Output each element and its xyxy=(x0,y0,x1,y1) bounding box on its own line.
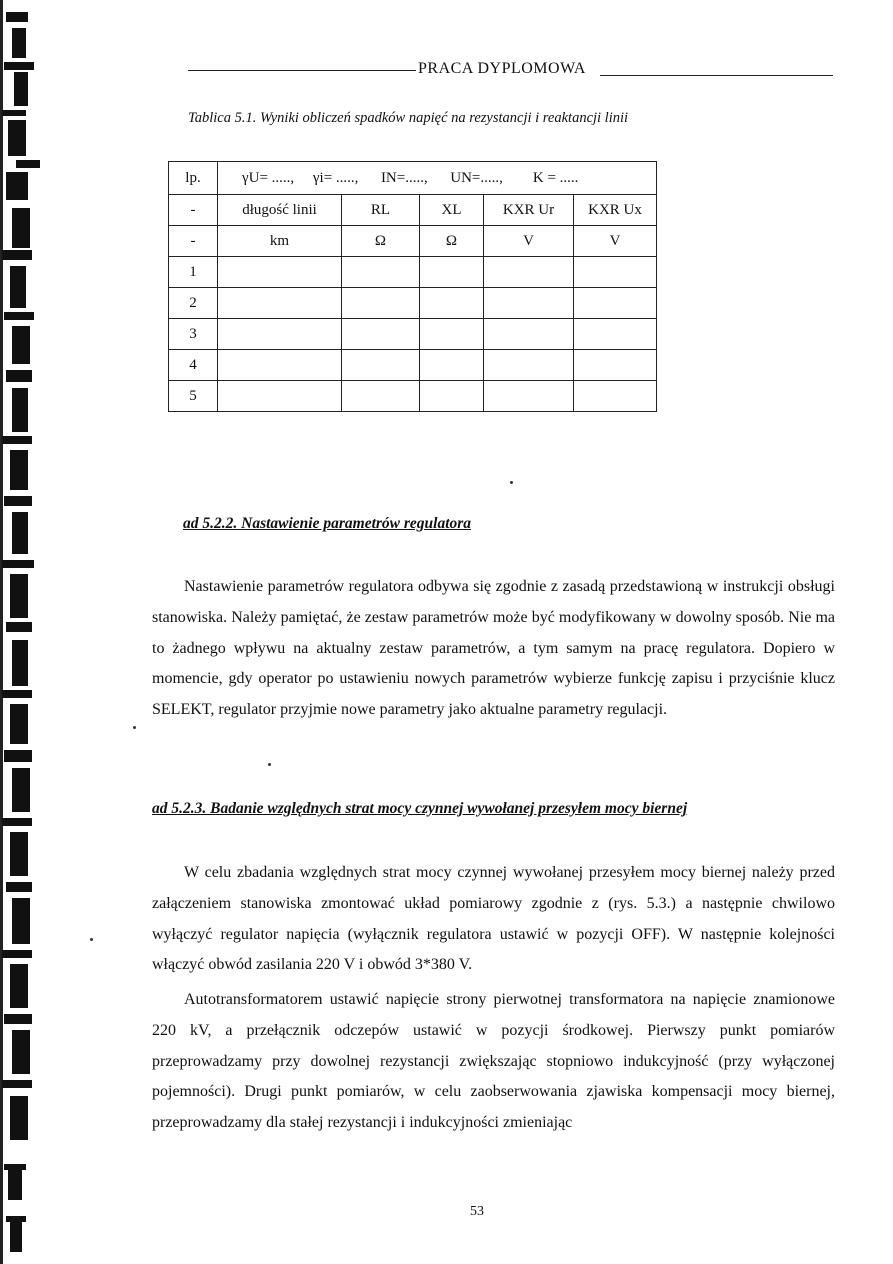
paragraph-text: W celu zbadania względnych strat mocy czynnej wywołanej przesyłem mocy biernej należy przed załączeniem stanowiska zmontować układ pomiarowy zgodnie z (rys. 5.3.) a następnie chwilowo wyłączyć regulator napięcia (wyłącznik regulatora ustawić w pozycji OFF). W następnie kolejności włączyć obwód zasilania 220 V i obwód 3*380 V. xyxy=(152,864,835,974)
cell xyxy=(218,288,342,319)
header-cell-parameters xyxy=(218,162,657,195)
row-number: 3 xyxy=(169,319,218,350)
cell xyxy=(342,257,420,288)
param-in: IN=....., xyxy=(380,169,428,186)
cell xyxy=(574,319,657,350)
row-number: 1 xyxy=(169,257,218,288)
paragraph-text: Nastawienie parametrów regulatora odbywa się zgodnie z zasadą przedstawioną w instrukcji obsługi stanowiska. Należy pamiętać, że zestaw parametrów może być modyfikowany w dowolny sposób. Nie ma to żadnego wpływu na aktualny zestaw parametrów, a tym samym na pracę regulatora. Dopiero w momencie, gdy operator po ustawieniu nowych parametrów wybierze funkcję zapisu i przyciśnie klucz SELEKT, regulator przyjmie nowe parametry jako aktualne parametry regulacji. xyxy=(152,578,835,719)
cell xyxy=(218,257,342,288)
cell xyxy=(484,257,574,288)
header-cell-lp: lp. xyxy=(169,162,218,195)
scan-speck xyxy=(133,726,136,729)
row-number: 2 xyxy=(169,288,218,319)
param-gamma-u: γU= ....., xyxy=(242,169,295,186)
table-row xyxy=(169,350,657,381)
cell: Ω xyxy=(342,226,420,257)
cell xyxy=(574,381,657,412)
header-rule-right xyxy=(600,75,833,76)
section-5-2-3-paragraph-1 xyxy=(152,858,835,981)
cell xyxy=(420,350,484,381)
cell xyxy=(574,350,657,381)
cell xyxy=(342,381,420,412)
cell: RL xyxy=(342,195,420,226)
page-header xyxy=(188,58,833,82)
table-caption: Tablica 5.1. Wyniki obliczeń spadków napięć na rezystancji i reaktancji linii xyxy=(188,110,629,126)
table-row-units xyxy=(169,226,657,257)
cell xyxy=(420,381,484,412)
cell xyxy=(342,319,420,350)
param-un: UN=....., xyxy=(450,169,503,186)
table-row xyxy=(169,288,657,319)
results-table xyxy=(168,161,657,412)
paragraph-text: Autotransformatorem ustawić napięcie strony pierwotnej transformatora na napięcie znamionowe 220 kV, a przełącznik odczepów ustawić w pozycji środkowej. Pierwszy punkt pomiarów przeprowadzamy przy dowolnej rezystancji zwiększając stopniowo indukcyjność (przy wyłączonej pojemności). Drugi punkt pomiarów, w celu zaobserwowania zjawiska kompensacji mocy biernej, przeprowadzamy dla stałej rezystancji i indukcyjności zmieniając xyxy=(152,991,835,1132)
scan-speck xyxy=(268,763,271,766)
table-row xyxy=(169,381,657,412)
header-rule-left xyxy=(188,70,416,71)
cell xyxy=(484,288,574,319)
section-heading-5-2-2: ad 5.2.2. Nastawienie parametrów regulatora xyxy=(183,515,472,532)
table-header-row xyxy=(169,162,657,195)
cell xyxy=(420,288,484,319)
scan-speck xyxy=(510,481,513,484)
cell xyxy=(342,288,420,319)
cell xyxy=(342,350,420,381)
cell xyxy=(420,257,484,288)
page-number: 53 xyxy=(470,1204,484,1219)
cell xyxy=(574,288,657,319)
section-5-2-3-paragraph-2 xyxy=(152,985,835,1139)
cell xyxy=(218,381,342,412)
row-number: 5 xyxy=(169,381,218,412)
cell xyxy=(218,319,342,350)
cell xyxy=(420,319,484,350)
table-row xyxy=(169,257,657,288)
table-row xyxy=(169,319,657,350)
cell: - xyxy=(169,195,218,226)
row-number: 4 xyxy=(169,350,218,381)
param-gamma-i: γi= ....., xyxy=(312,169,359,186)
cell: KXR Ur xyxy=(484,195,574,226)
cell: V xyxy=(574,226,657,257)
cell: Ω xyxy=(420,226,484,257)
cell: km xyxy=(218,226,342,257)
param-k: K = ..... xyxy=(532,169,579,186)
table-row-names xyxy=(169,195,657,226)
cell xyxy=(484,350,574,381)
cell: KXR Ux xyxy=(574,195,657,226)
cell: XL xyxy=(420,195,484,226)
cell: - xyxy=(169,226,218,257)
binding-edge-scan xyxy=(0,0,46,1264)
section-5-2-2-paragraph xyxy=(152,572,835,726)
scan-speck xyxy=(90,938,93,941)
cell xyxy=(574,257,657,288)
cell xyxy=(484,319,574,350)
header-title: PRACA DYPLOMOWA xyxy=(418,60,586,77)
cell xyxy=(484,381,574,412)
section-heading-5-2-3: ad 5.2.3. Badanie względnych strat mocy czynnej wywołanej przesyłem mocy biernej xyxy=(152,800,688,817)
cell xyxy=(218,350,342,381)
cell: V xyxy=(484,226,574,257)
cell: długość linii xyxy=(218,195,342,226)
